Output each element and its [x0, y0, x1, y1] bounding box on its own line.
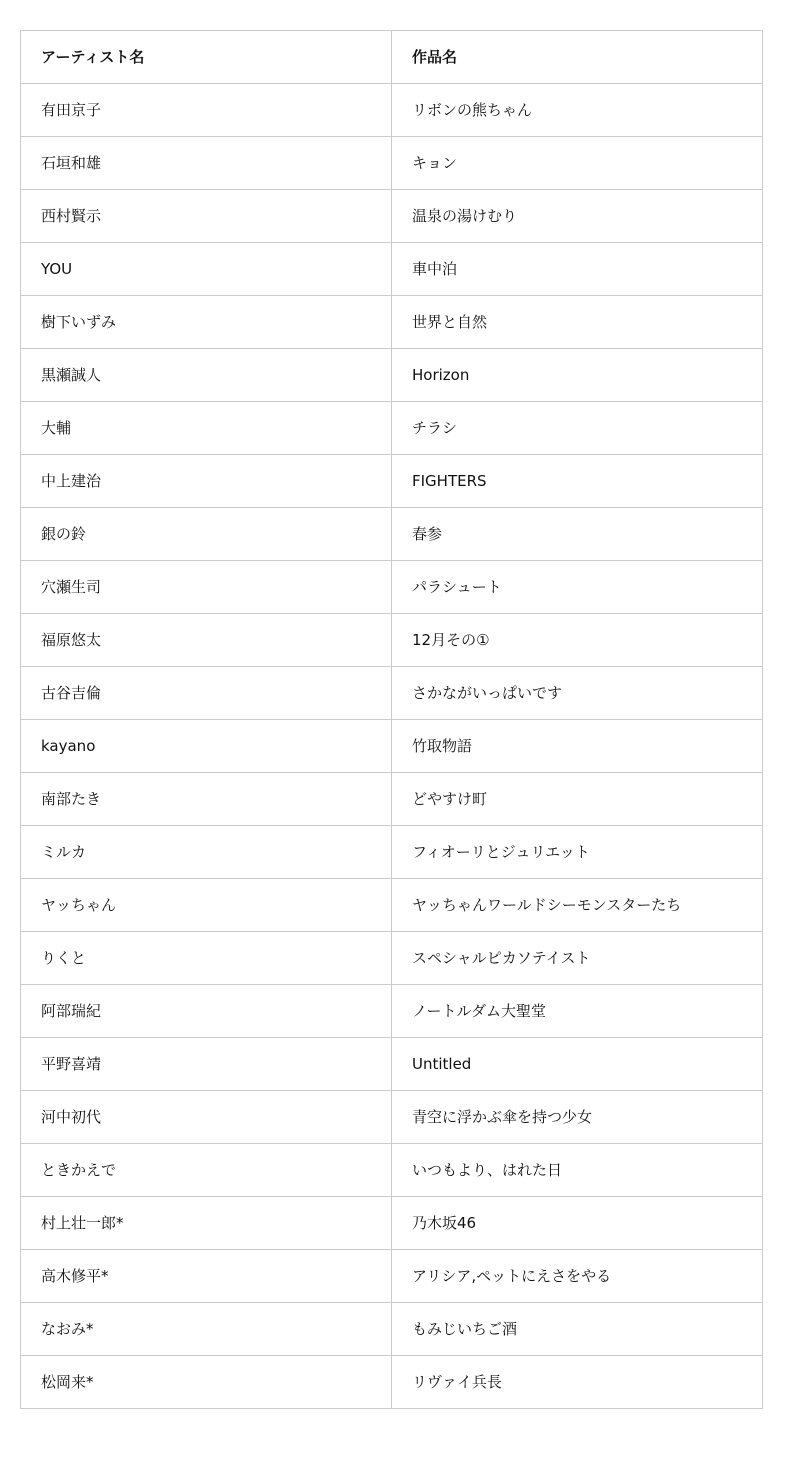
table-row — [21, 137, 763, 190]
table-row — [21, 614, 763, 667]
title-cell: チラシ — [392, 402, 763, 455]
table-row — [21, 826, 763, 879]
table-row — [21, 561, 763, 614]
column-header-artist: アーティスト名 — [21, 31, 392, 84]
title-cell: 世界と自然 — [392, 296, 763, 349]
table-row — [21, 1144, 763, 1197]
artist-cell: 古谷吉倫 — [21, 667, 392, 720]
table-row — [21, 508, 763, 561]
title-cell: 竹取物語 — [392, 720, 763, 773]
title-cell: 車中泊 — [392, 243, 763, 296]
artist-cell: 阿部瑞紀 — [21, 985, 392, 1038]
artist-cell: 西村賢示 — [21, 190, 392, 243]
table-row — [21, 1197, 763, 1250]
table-row — [21, 1356, 763, 1409]
table-header — [21, 31, 763, 84]
title-cell: 温泉の湯けむり — [392, 190, 763, 243]
artist-cell: ミルカ — [21, 826, 392, 879]
title-cell: アリシア,ペットにえさをやる — [392, 1250, 763, 1303]
table-row — [21, 985, 763, 1038]
table-header-row — [21, 31, 763, 84]
table-row — [21, 667, 763, 720]
artist-cell: YOU — [21, 243, 392, 296]
title-cell: ヤッちゃんワールドシーモンスターたち — [392, 879, 763, 932]
title-cell: FIGHTERS — [392, 455, 763, 508]
title-cell: どやすけ町 — [392, 773, 763, 826]
artist-cell: 松岡来* — [21, 1356, 392, 1409]
artist-cell: ヤッちゃん — [21, 879, 392, 932]
table-row — [21, 455, 763, 508]
title-cell: リボンの熊ちゃん — [392, 84, 763, 137]
title-cell: ノートルダム大聖堂 — [392, 985, 763, 1038]
table-row — [21, 1303, 763, 1356]
table-row — [21, 720, 763, 773]
artist-cell: なおみ* — [21, 1303, 392, 1356]
table-row — [21, 190, 763, 243]
title-cell: リヴァイ兵長 — [392, 1356, 763, 1409]
title-cell: Horizon — [392, 349, 763, 402]
artist-cell: 樹下いずみ — [21, 296, 392, 349]
title-cell: パラシュート — [392, 561, 763, 614]
artist-cell: 有田京子 — [21, 84, 392, 137]
title-cell: もみじいちご酒 — [392, 1303, 763, 1356]
artist-cell: 大輔 — [21, 402, 392, 455]
table-row — [21, 773, 763, 826]
table-row — [21, 349, 763, 402]
title-cell: 青空に浮かぶ傘を持つ少女 — [392, 1091, 763, 1144]
title-cell: 春参 — [392, 508, 763, 561]
title-cell: Untitled — [392, 1038, 763, 1091]
title-cell: スペシャルピカソテイスト — [392, 932, 763, 985]
table-row — [21, 296, 763, 349]
artist-cell: 南部たき — [21, 773, 392, 826]
column-header-title: 作品名 — [392, 31, 763, 84]
artist-cell: 高木修平* — [21, 1250, 392, 1303]
artist-cell: 中上建治 — [21, 455, 392, 508]
artist-cell: 福原悠太 — [21, 614, 392, 667]
table-row — [21, 879, 763, 932]
title-cell: 乃木坂46 — [392, 1197, 763, 1250]
table-row — [21, 402, 763, 455]
title-cell: キョン — [392, 137, 763, 190]
title-cell: いつもより、はれた日 — [392, 1144, 763, 1197]
artist-cell: 穴瀬生司 — [21, 561, 392, 614]
title-cell: さかながいっぱいです — [392, 667, 763, 720]
table-row — [21, 243, 763, 296]
table-row — [21, 84, 763, 137]
title-cell: フィオーリとジュリエット — [392, 826, 763, 879]
table-row — [21, 1250, 763, 1303]
artist-cell: 石垣和雄 — [21, 137, 392, 190]
artist-cell: kayano — [21, 720, 392, 773]
artworks-table-container — [20, 30, 762, 1409]
table-body — [21, 84, 763, 1409]
artist-cell: 河中初代 — [21, 1091, 392, 1144]
artworks-table — [20, 30, 763, 1409]
table-row — [21, 1038, 763, 1091]
artist-cell: ときかえで — [21, 1144, 392, 1197]
artist-cell: 銀の鈴 — [21, 508, 392, 561]
title-cell: 12月その① — [392, 614, 763, 667]
table-row — [21, 932, 763, 985]
artist-cell: 平野喜靖 — [21, 1038, 392, 1091]
artist-cell: 村上壮一郎* — [21, 1197, 392, 1250]
artist-cell: りくと — [21, 932, 392, 985]
table-row — [21, 1091, 763, 1144]
artist-cell: 黒瀬誠人 — [21, 349, 392, 402]
